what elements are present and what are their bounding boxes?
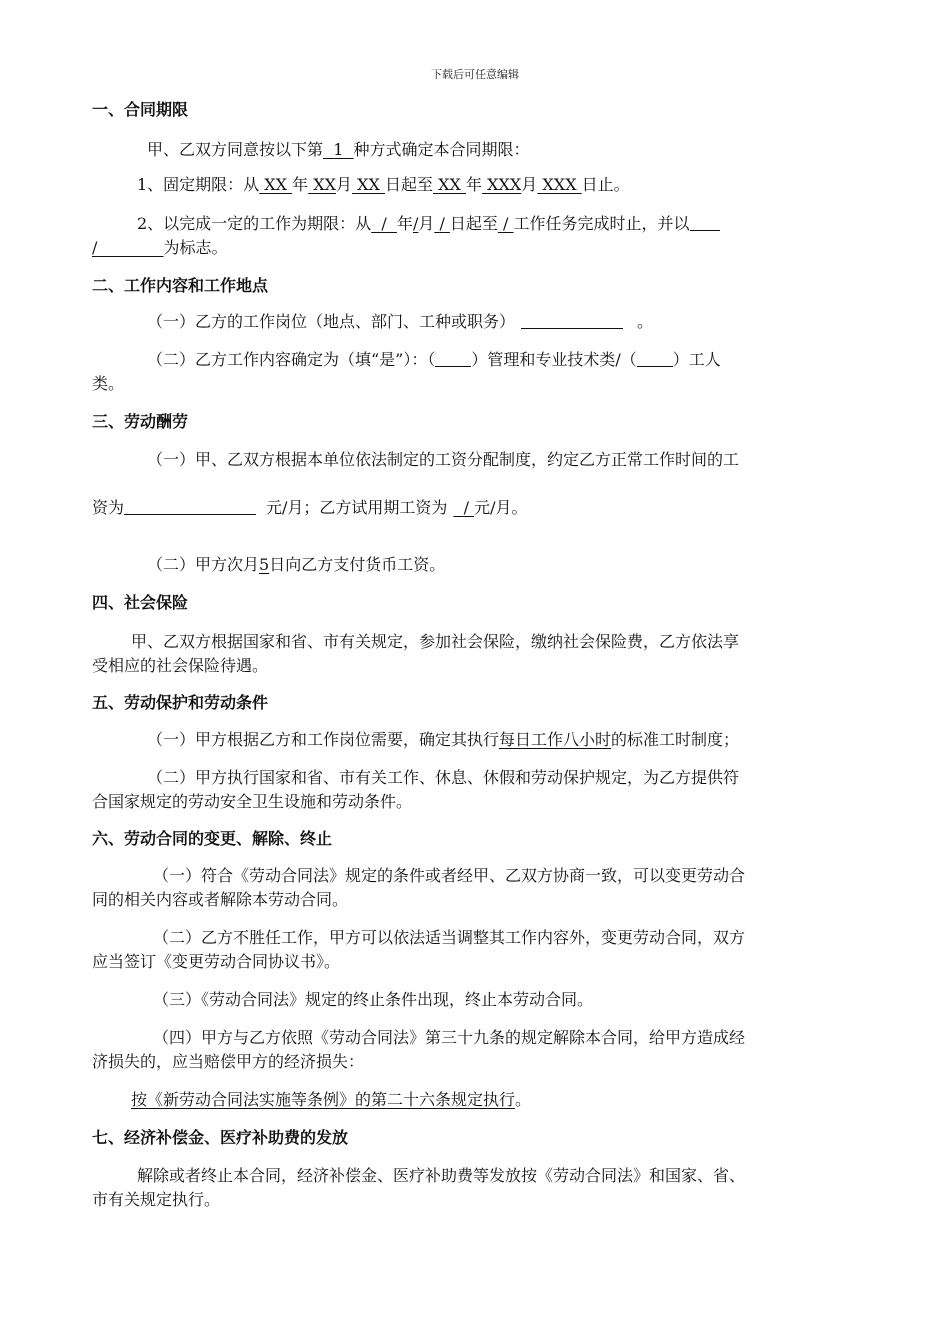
section-heading-insurance: 四、社会保险	[92, 593, 189, 612]
fixed-start-month: XX	[313, 175, 337, 194]
pay-day-value: 5	[259, 555, 270, 574]
fixed-term-line: 1、固定期限：从 XX 年 XX月 XX 日起至 XX 年 XXX月 XXX 日止。	[137, 175, 630, 194]
fixed-end-day: XXX	[542, 175, 577, 194]
work-hours-value: 每日工作八小时	[499, 730, 612, 749]
change-line-5: （三）《劳动合同法》规定的终止条件出现，终止本劳动合同。	[153, 990, 594, 1009]
protection-line-2: （二）甲方执行国家和省、市有关工作、休息、休假和劳动保护规定，为乙方提供符	[147, 768, 740, 787]
term-method-line: 甲、乙双方同意按以下第 1 种方式确定本合同期限：	[147, 140, 530, 159]
section-heading-change: 六、劳动合同的变更、解除、终止	[92, 829, 333, 848]
section-heading-protection: 五、劳动保护和劳动条件	[92, 693, 269, 712]
change-line-1: （一）符合《劳动合同法》规定的条件或者经甲、乙双方协商一致，可以变更劳动合	[153, 866, 746, 885]
change-line-6: （四）甲方与乙方依照《劳动合同法》第三十九条的规定解除本合同，给甲方造成经	[153, 1028, 746, 1047]
term-method-value: 1	[333, 140, 344, 159]
protection-line-3: 合国家规定的劳动安全卫生设施和劳动条件。	[92, 792, 413, 811]
section-heading-term: 一、合同期限	[92, 100, 189, 119]
change-line-8: 按《新劳动合同法实施等条例》的第二十六条规定执行。	[131, 1090, 532, 1109]
compensation-rule-value: 按《新劳动合同法实施等条例》的第二十六条规定执行	[131, 1090, 516, 1109]
task-term-line-2: / 为标志。	[92, 238, 228, 257]
fixed-start-year: XX	[264, 175, 288, 194]
insurance-line-1: 甲、乙双方根据国家和省、市有关规定，参加社会保险，缴纳社会保险费，乙方依法享	[131, 632, 740, 651]
fixed-end-month: XXX	[487, 175, 522, 194]
work-content-line-2: 类。	[92, 374, 125, 393]
wage-blank	[124, 498, 256, 515]
fixed-start-day: XX	[357, 175, 380, 194]
change-line-4: 应当签订《变更劳动合同协议书》。	[92, 952, 341, 971]
pay-date-line: （二）甲方次月5日向乙方支付货币工资。	[147, 555, 446, 574]
work-post-blank	[521, 312, 623, 329]
section-heading-compensation: 七、经济补偿金、医疗补助费的发放	[92, 1128, 349, 1147]
fixed-end-year: XX	[438, 175, 461, 194]
section-heading-pay: 三、劳动酬劳	[92, 412, 189, 431]
work-content-line: （二）乙方工作内容确定为（填“是”）：（ ）管理和专业技术类/（ ）工人	[147, 350, 721, 369]
page-header: 下载后可任意编辑	[431, 68, 519, 81]
pay-line-2: 资为 元/月；乙方试用期工资为 / 元/月。	[92, 498, 528, 517]
change-line-2: 同的相关内容或者解除本劳动合同。	[92, 890, 349, 909]
change-line-3: （二）乙方不胜任工作，甲方可以依法适当调整其工作内容外，变更劳动合同，双方	[153, 928, 746, 947]
protection-line-1: （一）甲方根据乙方和工作岗位需要，确定其执行每日工作八小时的标准工时制度；	[147, 730, 740, 749]
change-line-7: 济损失的，应当赔偿甲方的经济损失：	[92, 1052, 365, 1071]
insurance-line-2: 受相应的社会保险待遇。	[92, 656, 269, 675]
work-post-line: （一）乙方的工作岗位（地点、部门、工种或职务） 。	[147, 312, 654, 331]
pay-line-1: （一）甲、乙双方根据本单位依法制定的工资分配制度，约定乙方正常工作时间的工	[147, 450, 740, 469]
compensation-line-2: 市有关规定执行。	[92, 1190, 221, 1209]
task-term-line: 2、以完成一定的工作为期限：从 / 年/月 / 日起至 / 工作任务完成时止，并以	[137, 214, 720, 234]
section-heading-work: 二、工作内容和工作地点	[92, 276, 269, 295]
probation-wage-value: /	[463, 498, 469, 517]
compensation-line-1: 解除或者终止本合同，经济补偿金、医疗补助费等发放按《劳动合同法》和国家、省、	[137, 1166, 746, 1185]
